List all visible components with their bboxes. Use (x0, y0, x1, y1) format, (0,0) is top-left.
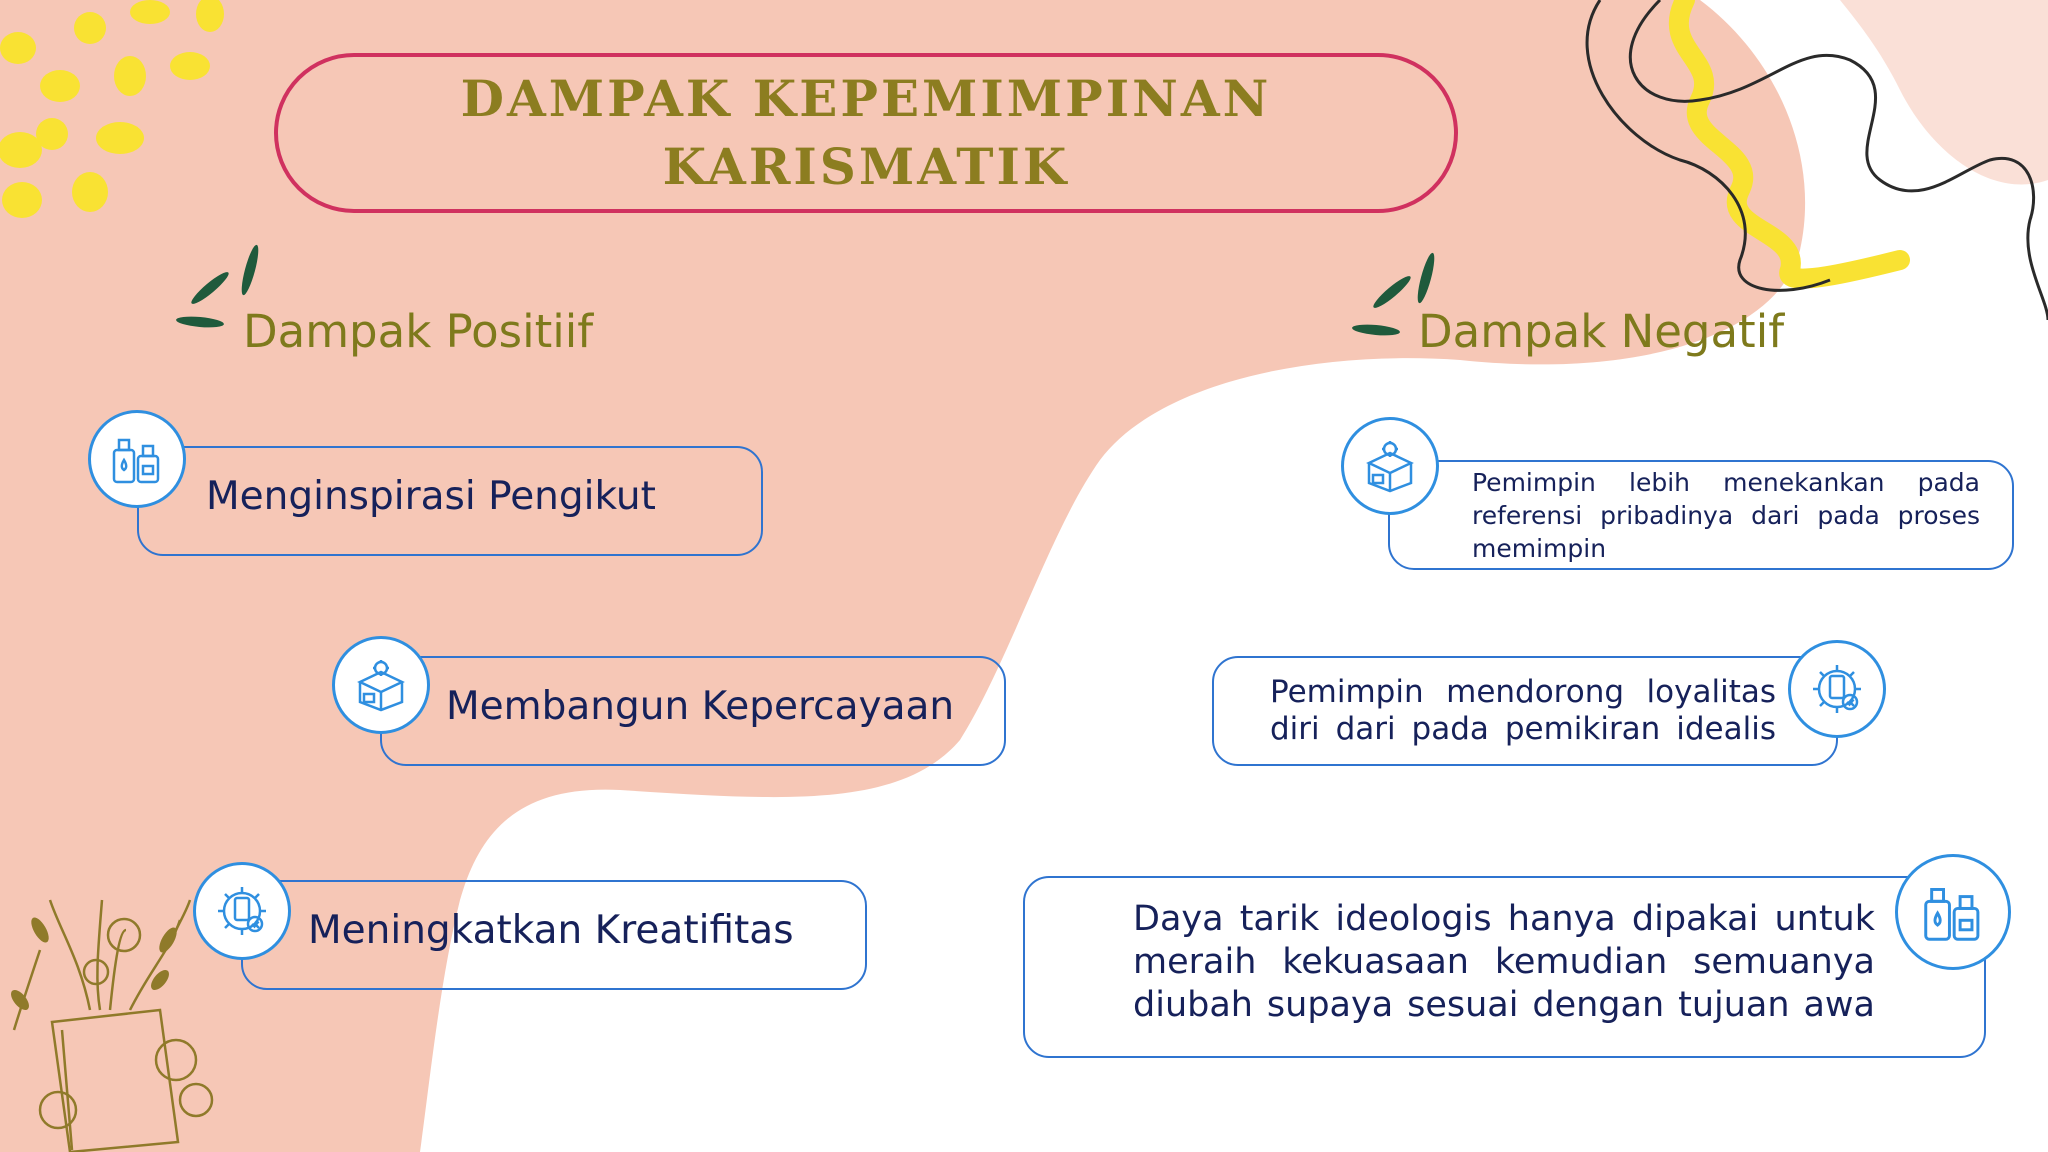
bottles-icon (1895, 854, 2011, 970)
positive-item-text: Meningkatkan Kreatifitas (308, 908, 794, 953)
box-gear-icon (1341, 417, 1439, 515)
bottles-icon (88, 410, 186, 508)
negative-item-text: Pemimpin lebih menekankan pada referensi pribadinya dari pada proses memimpin (1472, 468, 1980, 563)
pink-accent (1840, 0, 2048, 184)
positive-item-text: Membangun Kepercayaan (446, 684, 955, 729)
negative-item-text: Daya tarik ideologis hanya dipakai untuk meraih kekuasaan kemudian semuanya diubah supaya sesuai dengan tujuan awa (1133, 899, 1875, 1025)
positive-item-text: Menginspirasi Pengikut (206, 474, 656, 519)
box-gear-icon (332, 636, 430, 734)
negative-item-text: Pemimpin mendorong loyalitas diri dari pada pemikiran idealis (1270, 674, 1776, 747)
gear-device-icon (1788, 640, 1886, 738)
title-banner (274, 53, 1458, 213)
negative-heading: Dampak Negatif (1418, 305, 1785, 358)
gear-device-icon (193, 862, 291, 960)
page-title: DAMPAK KEPEMIMPINAN KARISMATIK (460, 69, 1272, 196)
positive-heading: Dampak Positiif (243, 305, 594, 358)
